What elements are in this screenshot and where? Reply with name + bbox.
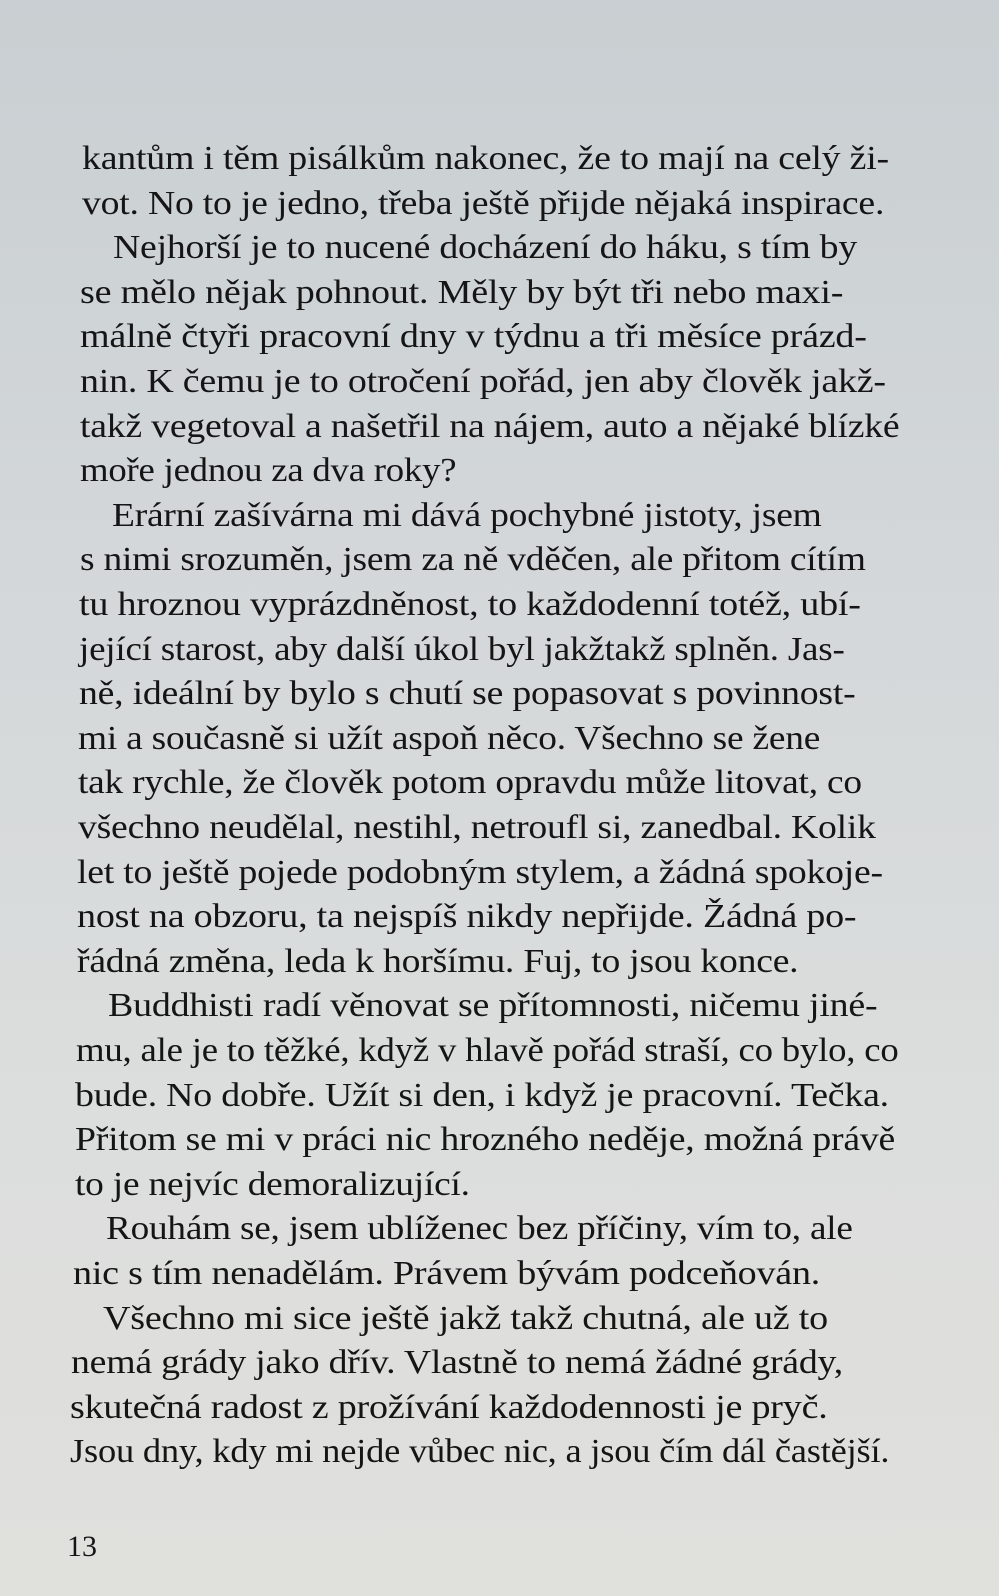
text-line: Všechno mi sice ještě jakž takž chutná, ale už to	[103, 1299, 828, 1337]
text-line: všechno neudělal, nestihl, netroufl si, zanedbal. Kolik	[78, 809, 876, 846]
text-line: řádná změna, leda k horšímu. Fuj, to jsou konce.	[77, 942, 799, 980]
text-line: mi a současně si užít aspoň něco. Všechno se žene	[78, 719, 821, 757]
text-line: tu hroznou vyprázdněnost, to každodenní totéž, ubí-	[79, 586, 861, 623]
text-line: takž vegetoval a našetřil na nájem, auto a nějaké blízké	[80, 407, 900, 445]
text-line: let to ještě pojede podobným stylem, a žádná spokoje-	[77, 853, 883, 891]
text-line: Erární zašívárna mi dává pochybné jistoty, jsem	[112, 496, 822, 534]
text-line: nost na obzoru, ta nejspíš nikdy nepřijde. Žádná po-	[77, 898, 857, 936]
text-line: nic s tím nenadělám. Právem bývám podceňován.	[73, 1255, 821, 1292]
text-line: moře jednou za dva roky?	[80, 452, 457, 490]
text-line: Jsou dny, kdy mi nejde vůbec nic, a jsou čím dál častější.	[70, 1433, 890, 1471]
text-line: mu, ale je to těžké, když v hlavě pořád straší, co bylo, co	[76, 1032, 899, 1069]
text-line: ně, ideální by bylo s chutí se popasovat s povinnost-	[79, 675, 856, 713]
text-line: Přitom se mi v práci nic hrozného neděje, možná právě	[75, 1121, 896, 1159]
text-line: s nimi srozuměn, jsem za ně vděčen, ale přitom cítím	[80, 541, 866, 579]
text-line: nemá grády jako dřív. Vlastně to nemá žádné grády,	[71, 1344, 843, 1382]
text-line: jející starost, aby další úkol byl jakžtakž splněn. Jas-	[79, 630, 845, 668]
text-line: tak rychle, že člověk potom opravdu může litovat, co	[78, 764, 862, 802]
text-line: Buddhisti radí věnovat se přítomnosti, ničemu jiné-	[108, 987, 878, 1025]
text-line: nin. K čemu je to otročení pořád, jen aby člověk jakž-	[80, 363, 886, 400]
text-line: to je nejvíc demoralizující.	[75, 1165, 470, 1203]
text-line: skutečná radost z prožívání každodennosti je pryč.	[70, 1388, 828, 1426]
text-line: vot. No to je jedno, třeba ještě přijde nějaká inspirace.	[82, 184, 885, 222]
text-line: málně čtyři pracovní dny v týdnu a tři měsíce prázd-	[80, 318, 867, 356]
text-line: Nejhorší je to nucené docházení do háku, s tím by	[113, 229, 858, 267]
text-line: Rouhám se, jsem ublíženec bez příčiny, vím to, ale	[106, 1210, 853, 1248]
text-line: se mělo nějak pohnout. Měly by být tři nebo maxi-	[80, 273, 844, 311]
page-number: 13	[67, 1530, 97, 1563]
text-line: kantům i těm pisálkům nakonec, že to mají na celý ži-	[82, 140, 889, 177]
text-line: bude. No dobře. Užít si den, i když je pracovní. Tečka.	[75, 1076, 889, 1114]
